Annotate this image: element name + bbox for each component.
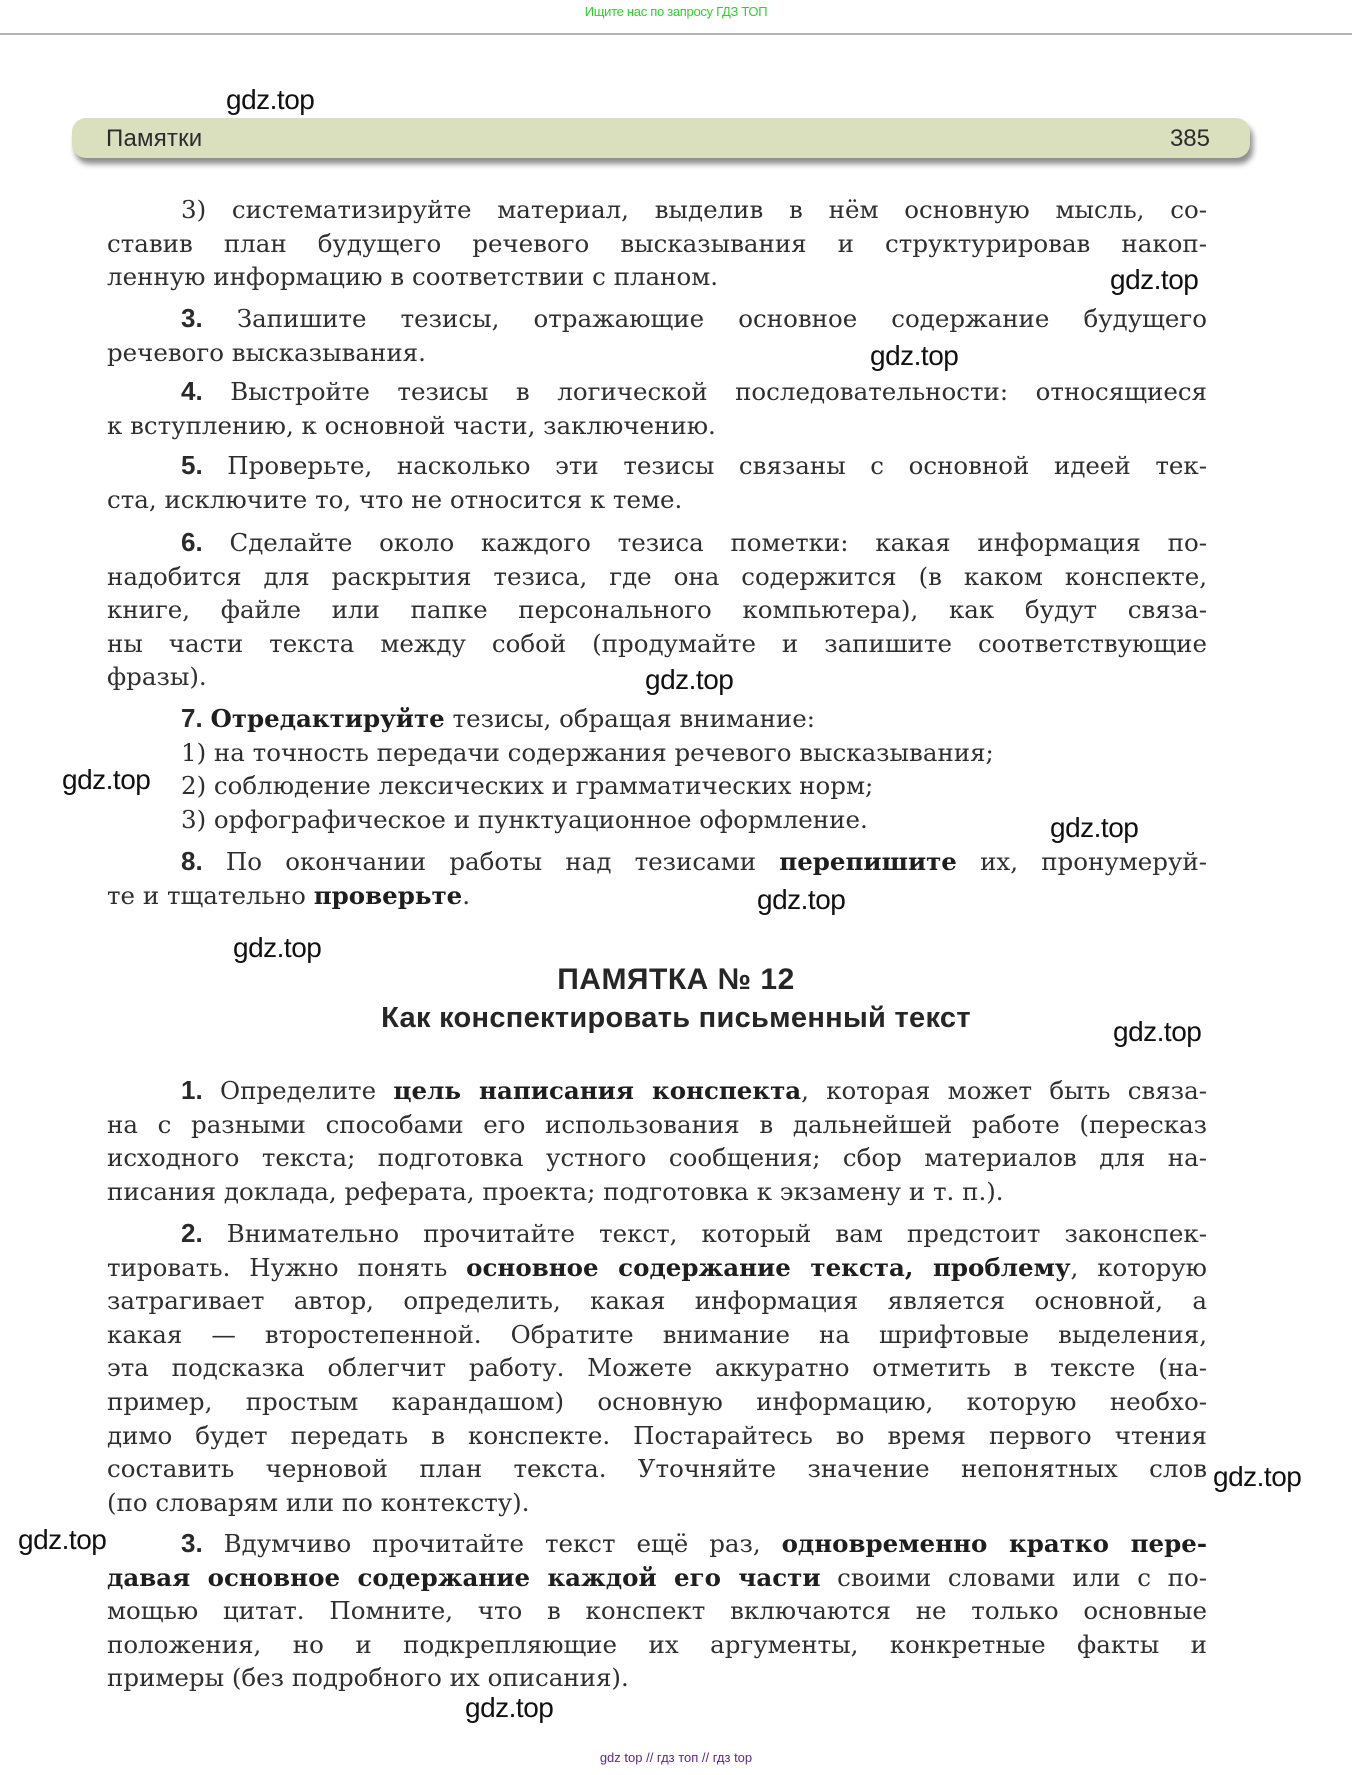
sub-item: 2) соблюдение лексических и грамматических норм;	[181, 771, 874, 801]
watermark: gdz.top	[233, 932, 322, 963]
text-line: 3) систематизируйте материал, выделив в нём основную мысль, со-	[181, 195, 1207, 224]
watermark: gdz.top	[870, 340, 959, 371]
memo-title: ПАМЯТКА № 12	[557, 963, 795, 996]
text-line: фразы).	[107, 662, 207, 692]
item-number: 3.	[181, 1528, 203, 1558]
footer-links[interactable]: gdz top // гдз топ // гдз top	[599, 1750, 753, 1765]
item-number: 4.	[181, 376, 203, 406]
list-item-6: 6. Сделайте около каждого тезиса пометки: какая информация по- надобится для раскрытия тезиса, где она содержится (в каком конспекте, книге, файле или папке персонального компьютера), как будут связа- ны части текста между собой (продумайте и запишите соответствующие фразы).	[107, 526, 1207, 694]
watermark: gdz.top	[465, 1692, 554, 1723]
sub-item: 1) на точность передачи содержания речевого высказывания;	[181, 737, 994, 767]
text-line: ставив план будущего речевого высказывания и структурировав накоп-	[107, 228, 1207, 258]
watermark: gdz.top	[757, 884, 846, 915]
text-line: ста, исключите то, что не относится к теме.	[107, 484, 683, 514]
text-line: книге, файле или папке персонального компьютера), как будут связа-	[107, 595, 1207, 625]
watermark: gdz.top	[18, 1524, 107, 1555]
watermark: gdz.top	[226, 84, 315, 115]
item-number: 6.	[181, 527, 203, 557]
sub-item: 3) орфографическое и пунктуационное оформление.	[181, 804, 868, 834]
text-line: ны части текста между собой (продумайте и запишите соответствующие	[107, 628, 1207, 658]
text-line: к вступлению, к основной части, заключению.	[107, 410, 716, 440]
list-item-4: 4. Выстройте тезисы в логической последовательности: относящиеся к вступлению, к основной части, заключению.	[107, 375, 1207, 442]
text-line: ленную информацию в соответствии с планом.	[107, 262, 719, 292]
list-item-7: 7. Отредактируйте тезисы, обращая внимание: 1) на точность передачи содержания речевого высказывания; 2) соблюдение лексических и грамматических норм; 3) орфографическое и пунктуационное оформление.	[107, 702, 1207, 836]
watermark: gdz.top	[1113, 1016, 1202, 1047]
top-banner[interactable]: Ищите нас по запросу ГДЗ ТОП	[584, 4, 768, 19]
list-item-3: 3. Запишите тезисы, отражающие основное содержание будущего речевого высказывания.	[107, 302, 1207, 369]
item-number: 3.	[181, 303, 203, 333]
item-number: 8.	[181, 846, 203, 876]
top-divider	[0, 33, 1352, 35]
continuation-block	[107, 193, 1207, 294]
memo-item-2: 2. Внимательно прочитайте текст, который вам предстоит законспек- тировать. Нужно понять основное содержание текста, проблему, которую затрагивает автор, определить, какая информация является основной, а какая — второстепенной. Обратите внимание на шрифтовые выделения, эта подсказка облегчит работу. Можете аккуратно отметить в тексте (на- пример, простым карандашом) основную информацию, которую необхо- димо будет передать в конспекте. Постарайтесь во время первого чтения составить черновой план текста. Уточняйте значение непонятных слов (по словарям или по контексту).	[107, 1218, 1207, 1517]
memo-subtitle: Как конспектировать письменный текст	[381, 1002, 971, 1034]
watermark: gdz.top	[62, 764, 151, 795]
watermark: gdz.top	[1213, 1461, 1302, 1492]
memo-item-1: 1. Определите цель написания конспекта, которая может быть связа- на с разными способами его использования в дальнейшей работе (пересказ исходного текста; подготовка устного сообщения; сбор материалов для на- писания доклада, реферата, проекта; подготовка к экзамену и т. п.).	[107, 1075, 1207, 1206]
section-title: Памятки	[106, 125, 203, 152]
list-item-5: 5. Проверьте, насколько эти тезисы связаны с основной идеей тек- ста, исключите то, что не относится к теме.	[107, 449, 1207, 516]
text-line: надобится для раскрытия тезиса, где она содержится (в каком конспекте,	[107, 561, 1207, 591]
memo-item-3: 3. Вдумчиво прочитайте текст ещё раз, одновременно кратко пере- давая основное содержание каждой его части своими словами или с по- мощью цитат. Помните, что в конспект включаются не только основные положения, но и подкрепляющие их аргументы, конкретные факты и примеры (без подробного их описания).	[107, 1528, 1207, 1693]
list-item-8: 8. По окончании работы над тезисами перепишите их, пронумеруй- те и тщательно проверьте.	[107, 846, 1207, 910]
watermark: gdz.top	[1110, 264, 1199, 295]
watermark: gdz.top	[645, 664, 734, 695]
item-number: 7.	[181, 703, 203, 733]
bold-term: Отредактируйте	[210, 704, 445, 733]
running-header	[72, 118, 1250, 158]
item-number: 2.	[181, 1218, 203, 1248]
watermark: gdz.top	[1050, 812, 1139, 843]
page-number: 385	[1169, 125, 1210, 152]
text-line: речевого высказывания.	[107, 337, 426, 367]
item-number: 5.	[181, 450, 203, 480]
item-number: 1.	[181, 1075, 203, 1105]
